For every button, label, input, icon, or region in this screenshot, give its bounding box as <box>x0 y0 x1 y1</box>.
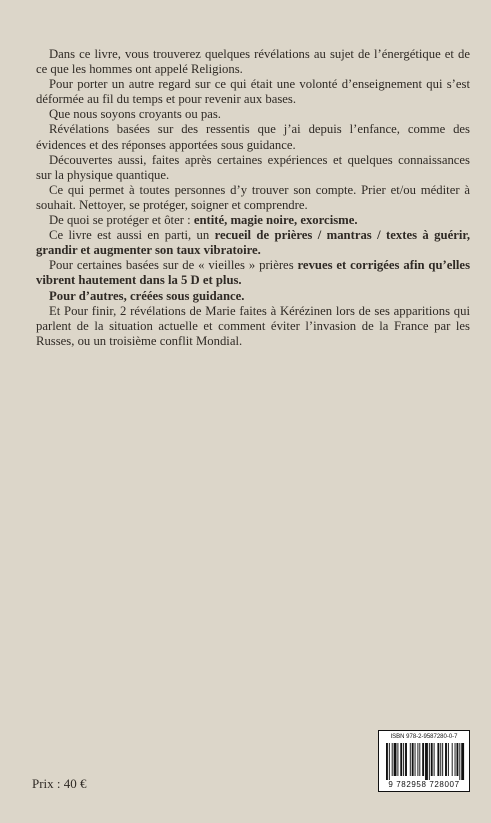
barcode-bar <box>431 743 433 776</box>
blurb-paragraph <box>36 47 470 77</box>
barcode-bar <box>410 743 411 776</box>
text-run: De quoi se protéger et ôter : <box>49 213 194 228</box>
barcode-bar <box>456 743 458 776</box>
barcode-bar <box>397 743 398 776</box>
blurb-paragraph <box>36 228 470 258</box>
barcode-bar <box>434 743 435 776</box>
blurb-paragraph <box>36 258 470 288</box>
barcode-bar <box>392 743 393 776</box>
barcode-bar <box>389 743 390 780</box>
blurb-paragraph <box>36 213 470 228</box>
barcode-bar <box>394 743 397 776</box>
text-run: Et Pour finir, 2 révélations de Marie faites à Kérézinen lors de ses apparitions qui parlent de la situation actuelle et comment éviter l’invasion de la France par les Russes, ou un troisième conflit Mondial. <box>36 303 470 348</box>
bold-phrase: recueil de prières / mantras / textes à guérir, grandir et augmenter son taux vibratoire. <box>36 228 470 258</box>
blurb-paragraph <box>36 122 470 152</box>
bold-phrase: Pour d’autres, créées sous guidance. <box>49 288 245 303</box>
barcode-bar <box>455 743 456 776</box>
blurb-paragraph <box>36 183 470 213</box>
barcode-bar <box>386 743 388 780</box>
blurb-paragraph <box>36 107 470 122</box>
text-run: Révélations basées sur des ressentis que j’ai depuis l’enfance, comme des évidences et des réponses apportées sous guidance. <box>36 122 470 152</box>
barcode-bar <box>461 743 464 780</box>
text-run: Pour certaines basées sur de « vieilles » prières <box>49 258 298 273</box>
barcode-bar <box>422 743 424 776</box>
text-run: Que nous soyons croyants ou pas. <box>49 107 221 122</box>
blurb-paragraph <box>36 289 470 304</box>
barcode-bar <box>448 743 449 776</box>
barcode-bar <box>429 743 430 780</box>
barcode-digits: 9 782958 728007 <box>388 780 460 789</box>
blurb-paragraph <box>36 77 470 107</box>
barcode-bar <box>445 743 447 776</box>
text-run: Dans ce livre, vous trouverez quelques révélations au sujet de l’énergétique et de ce que les hommes ont appelé Religions. <box>36 47 470 77</box>
barcode-bar <box>417 743 418 776</box>
blurb-paragraph <box>36 304 470 349</box>
barcode-bar <box>415 743 416 776</box>
barcode-bar <box>440 743 441 776</box>
barcode-bar <box>442 743 443 776</box>
bold-phrase: entité, magie noire, exorcisme. <box>193 213 358 228</box>
barcode-bar <box>419 743 420 776</box>
isbn-barcode <box>378 730 470 792</box>
barcode-bars <box>386 743 466 780</box>
barcode-bar <box>405 743 407 776</box>
text-run: Découvertes aussi, faites après certaines expériences et quelques connaissances sur la physique quantique. <box>36 152 470 182</box>
barcode-bar <box>459 743 460 780</box>
text-run: Pour porter un autre regard sur ce qui était une volonté d’enseignement qui s’est déformée au fil du temps et pour revenir aux bases. <box>36 77 470 107</box>
bold-phrase: revues et corrigées afin qu’elles vibrent hautement dans la 5 D et plus. <box>36 258 471 288</box>
isbn-label: ISBN 978-2-9587280-0-7 <box>390 734 458 740</box>
price-label: Prix : 40 € <box>32 776 87 791</box>
barcode-bar <box>400 743 402 776</box>
text-run: Ce qui permet à toutes personnes d’y trouver son compte. Prier et/ou méditer à souhait. Nettoyer, se protéger, soigner et comprendre. <box>36 182 470 212</box>
barcode-bar <box>403 743 404 776</box>
barcode-bar <box>452 743 453 776</box>
blurb-text <box>36 47 470 349</box>
barcode-bar <box>412 743 414 776</box>
blurb-paragraph <box>36 153 470 183</box>
barcode-bar <box>437 743 439 776</box>
text-run: Ce livre est aussi en parti, un <box>49 228 215 243</box>
barcode-bar <box>425 743 428 780</box>
